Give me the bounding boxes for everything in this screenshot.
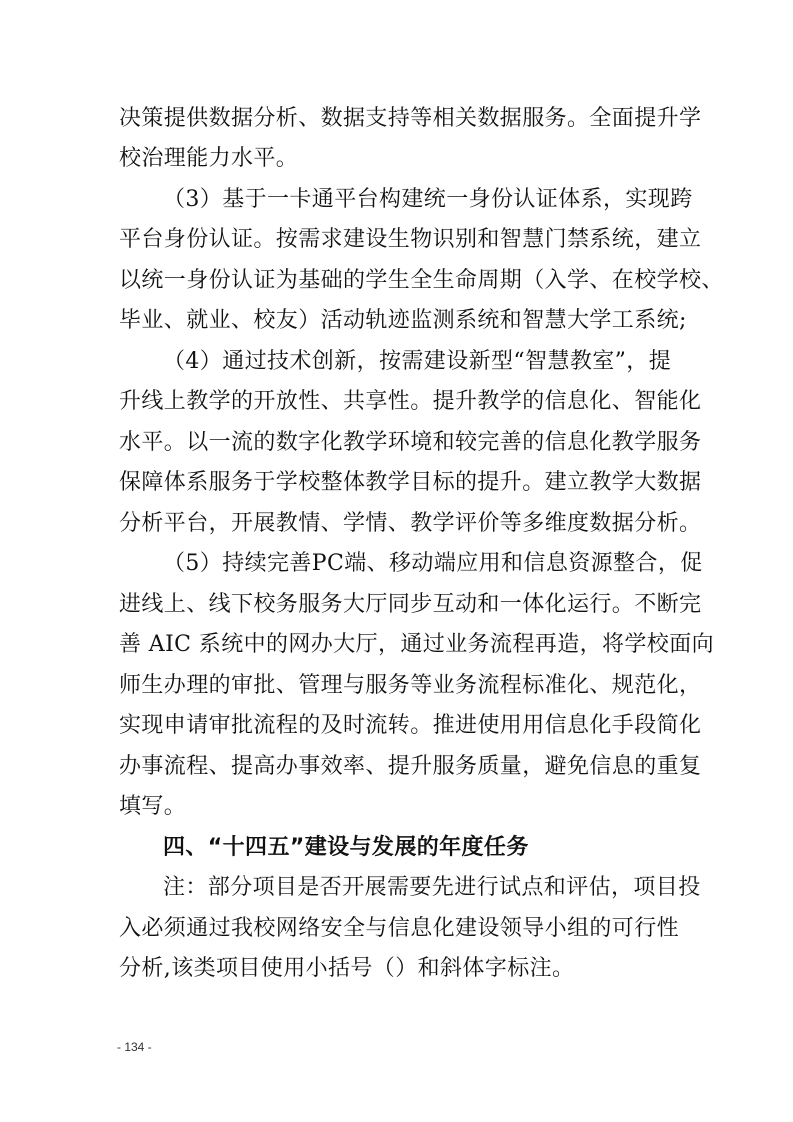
body-line: 入必须通过我校网络安全与信息化建设领导小组的可行性 [119, 916, 680, 941]
paragraph-3-start: （3）基于一卡通平台构建统一身份认证体系，实现跨 [163, 187, 693, 212]
body-line: 升线上教学的开放性、共享性。提升教学的信息化、智能化 [119, 389, 702, 414]
body-line: 善 AIC 系统中的网办大厅，通过业务流程再造，将学校面向 [119, 632, 714, 657]
paragraph-5-start: （5）持续完善PC端、移动端应用和信息资源整合，促 [163, 551, 703, 576]
body-line: 水平。以一流的数字化教学环境和较完善的信息化教学服务 [119, 430, 702, 455]
section-heading: 四、“十四五”建设与发展的年度任务 [163, 835, 529, 860]
body-line: 填写。 [119, 794, 187, 819]
note-start: 注：部分项目是否开展需要先进行试点和评估，项目投 [163, 875, 701, 900]
body-line: 决策提供数据分析、数据支持等相关数据服务。全面提升学 [119, 106, 702, 131]
body-line: 进线上、线下校务服务大厅同步互动和一体化运行。不断完 [119, 592, 702, 617]
body-line: 平台身份认证。按需求建设生物识别和智慧门禁系统，建立 [119, 227, 702, 252]
body-line: 校治理能力水平。 [119, 146, 299, 171]
body-line: 分析,该类项目使用小括号（）和斜体字标注。 [119, 956, 575, 981]
paragraph-4-start: （4）通过技术创新，按需建设新型“智慧教室”，提 [163, 349, 672, 374]
page-number: - 134 - [117, 1040, 152, 1054]
body-line: 分析平台，开展教情、学情、教学评价等多维度数据分析。 [119, 511, 702, 536]
body-line: 保障体系服务于学校整体教学目标的提升。建立教学大数据 [119, 470, 702, 495]
body-line: 办事流程、提高办事效率、提升服务质量，避免信息的重复 [119, 754, 702, 779]
body-line: 以统一身份认证为基础的学生全生命周期（入学、在校学校、 [119, 268, 724, 293]
body-line: 毕业、就业、校友）活动轨迹监测系统和智慧大学工系统; [119, 308, 687, 333]
body-line: 实现申请审批流程的及时流转。推进使用用信息化手段简化 [119, 713, 702, 738]
body-line: 师生办理的审批、管理与服务等业务流程标准化、规范化， [119, 673, 702, 698]
